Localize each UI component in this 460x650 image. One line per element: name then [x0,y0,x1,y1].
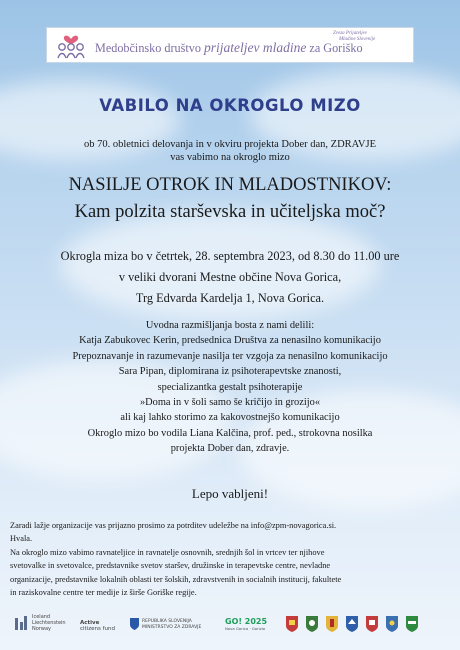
eea-grants-label: Iceland Liechtenstein Norway [32,614,66,632]
organization-name: Medobčinsko društvo prijateljev mladine za Goriško [95,40,363,55]
go-2025-logo: GO! 2025 Nova Gorica · Gorizia [225,617,268,631]
municipality-crest-icon [366,616,378,632]
ministry-crest-icon [130,618,139,630]
header-banner [46,27,414,63]
event-details: Okrogla miza bo v četrtek, 28. septembra 2023, od 8.30 do 11.00 ure v veliki dvorani Mestne občine Nova Gorica, Trg Edvarda Kardelja 1, Nova Gorica. [60,249,400,305]
zpms-logo: Zveza Prijateljev Mladine Slovenije [333,31,376,42]
organization-logo-icon [54,32,88,60]
speakers-section: Uvodna razmišljanja bosta z nami delili: Katja Zabukovec Kerin, predsednica Društva za nenasilno komunikacijo Prepoznavanje in razumevanje nasilja ter vzgoja za nenasilno komunikacijo Sara Pipan, diplomirana iz psihoterapevtske znanosti, specializantka gestalt psihoterapije »Doma in v šoli samo še kričijo in grozijo« ali kaj lahko storimo za kakovostnejšo komunikacijo Okroglo mizo bo vodila Liana Kalčina, prof. ped., strokovna nosilka projekta Dober dan, zdravje. [72,320,388,455]
rsvp-note: Zaradi lažje organizacije vas prijazno prosimo za potrditev udeležbe na info@zpm-novagorica.si. Hvala. Na okroglo mizo vabimo ravnateljice in ravnatelje osnovnih, srednjih šol in vrtcev ter njihove svetovalke in svetovalce, predstavnike svetov staršev, družinske in terapevtske centre, nevladne organizacije, predstavnike lokalnih oblasti ter šolskih, zdravstvenih in socialnih institucij, fakultete in raziskovalne centre ter medije iz širše Goriške regije. [10,521,342,598]
sponsor-logos [10,612,450,640]
municipality-crest-icon [346,616,358,632]
closing-greeting: Lepo vabljeni! [191,486,269,501]
page-title: VABILO NA OKROGLO MIZO [99,96,361,115]
intro-text: ob 70. obletnici delovanja in v okviru projekta Dober dan, ZDRAVJE vas vabimo na okroglo mizo [83,139,376,163]
municipality-crest-icon [326,616,338,632]
eea-grants-logo-icon [14,616,28,632]
municipality-crest-icon [406,616,418,632]
active-citizens-fund-label: Active citizens fund [80,620,116,632]
ministry-of-health-label: REPUBLIKA SLOVENIJA MINISTRSTVO ZA ZDRAVJE [142,619,202,630]
event-headline: NASILJE OTROK IN MLADOSTNIKOV: Kam polzita starševska in učiteljska moč? [68,175,392,222]
municipality-crest-icon [286,616,298,632]
municipality-crest-icon [306,616,318,632]
municipality-crest-icon [386,616,398,632]
